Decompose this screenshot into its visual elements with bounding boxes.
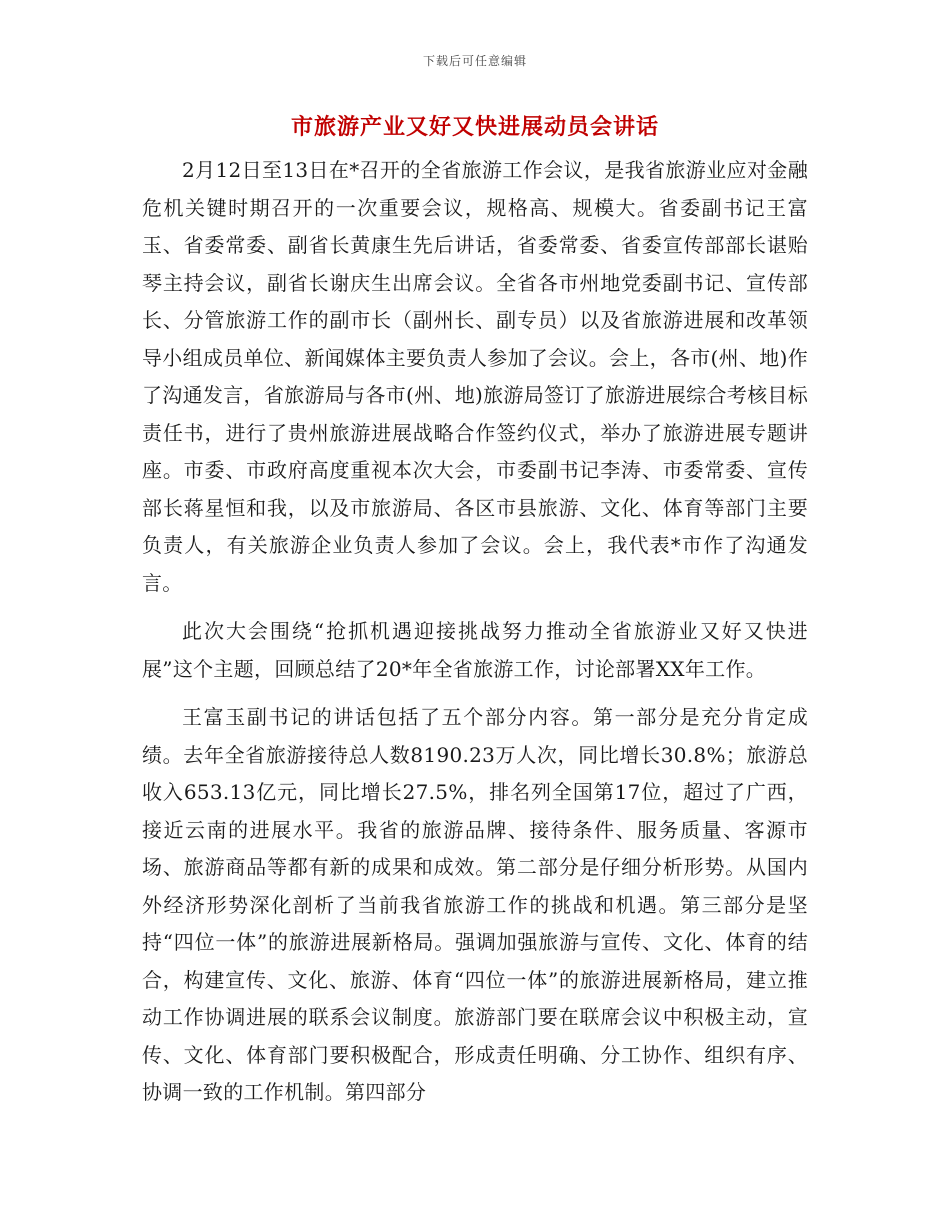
header-note: 下载后可任意编辑 [422, 54, 527, 68]
paragraph-2: 此次大会围绕“抢抓机遇迎接挑战努力推动全省旅游业又好又快进展”这个主题，回顾总结了20*年全省旅游工作，讨论部署XX年工作。 [142, 619, 808, 681]
document-body [142, 152, 808, 1112]
document-title: 市旅游产业又好又快进展动员会讲话 [290, 114, 659, 140]
paragraph-1: 2月12日至13日在*召开的全省旅游工作会议，是我省旅游业应对金融危机关键时期召开的一次重要会议，规格高、规模大。省委副书记王富玉、省委常委、副省长黄康生先后讲话，省委常委、省委宣传部部长谌贻琴主持会议，副省长谢庆生出席会议。全省各市州地党委副书记、宣传部长、分管旅游工作的副市长（副州长、副专员）以及省旅游进展和改革领导小组成员单位、新闻媒体主要负责人参加了会议。会上，各市(州、地)作了沟通发言，省旅游局与各市(州、地)旅游局签订了旅游进展综合考核目标责任书，进行了贵州旅游进展战略合作签约仪式，举办了旅游进展专题讲座。市委、市政府高度重视本次大会，市委副书记李涛、市委常委、宣传部长蒋星恒和我，以及市旅游局、各区市县旅游、文化、体育等部门主要负责人，有关旅游企业负责人参加了会议。会上，我代表*市作了沟通发言。 [142, 158, 808, 595]
paragraph-3: 王富玉副书记的讲话包括了五个部分内容。第一部分是充分肯定成绩。去年全省旅游接待总人数8190.23万人次，同比增长30.8%；旅游总收入653.13亿元，同比增长27.5%，排名列全国第17位，超过了广西，接近云南的进展水平。我省的旅游品牌、接待条件、服务质量、客源市场、旅游商品等都有新的成果和成效。第二部分是仔细分析形势。从国内外经济形势深化剖析了当前我省旅游工作的挑战和机遇。第三部分是坚持“四位一体”的旅游进展新格局。强调加强旅游与宣传、文化、体育的结合，构建宣传、文化、旅游、体育“四位一体”的旅游进展新格局，建立推动工作协调进展的联系会议制度。旅游部门要在联席会议中积极主动，宣传、文化、体育部门要积极配合，形成责任明确、分工协作、组织有序、协调一致的工作机制。第四部分 [142, 705, 808, 1104]
